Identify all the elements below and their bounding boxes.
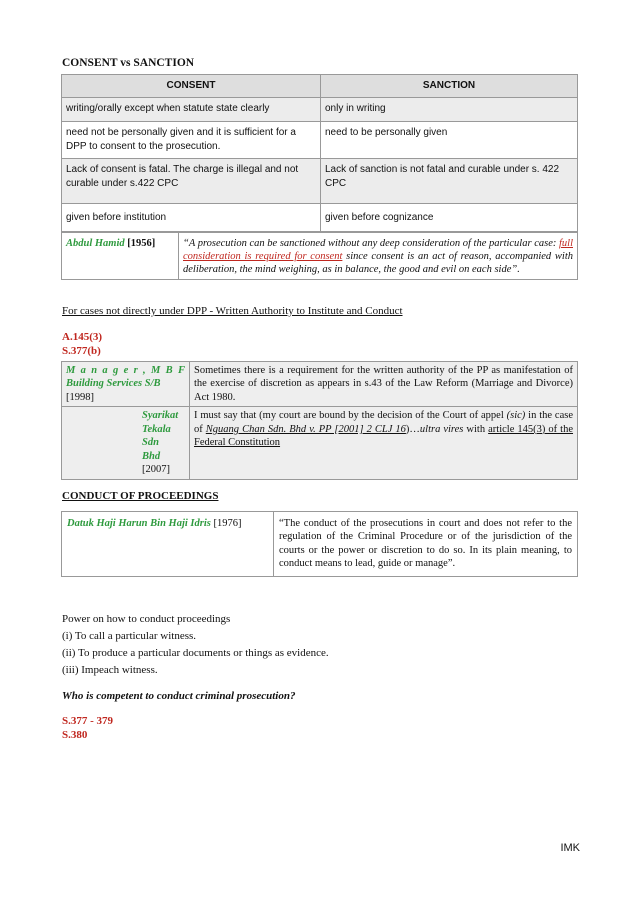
- text-run: in the case of: [194, 410, 574, 435]
- table-cell: writing/orally except when statute state clearly: [62, 98, 321, 122]
- case-year: [2007]: [142, 464, 170, 476]
- reference-s377-379: S.377 - 379: [62, 715, 114, 727]
- written-authority-table: [61, 361, 578, 480]
- table-cell: given before cognizance: [321, 204, 578, 233]
- reference-s380: S.380: [62, 729, 88, 741]
- case-year: [1976]: [213, 518, 242, 529]
- text-run: with: [463, 423, 489, 435]
- quote-text: since consent is an act of reason, accompanied with deliberation, the mind weighing, as in balance, the good and evil on each side”.: [183, 251, 573, 276]
- case-name: Tekala: [142, 423, 171, 435]
- case-name: Datuk Haji Harun Bin Haji Idris: [67, 518, 211, 529]
- case-citation: [62, 362, 190, 407]
- page-footer: IMK: [560, 842, 580, 854]
- case-name: Sdn: [142, 437, 159, 449]
- quote-text: “A prosecution can be sanctioned without any deep consideration of the particular case:: [183, 238, 559, 249]
- table-row: [62, 98, 578, 122]
- conduct-case-table: [61, 511, 578, 577]
- case-citation: [62, 232, 179, 280]
- section-heading: For cases not directly under DPP - Written Authority to Institute and Conduct: [62, 305, 403, 317]
- table-row: [62, 122, 578, 159]
- case-citation: [62, 512, 274, 577]
- case-year: [1998]: [66, 391, 94, 403]
- list-item: (i) To call a particular witness.: [62, 630, 197, 642]
- table-row: [62, 407, 578, 479]
- case-name: Abdul Hamid: [66, 238, 125, 249]
- table-cell: need to be personally given: [321, 122, 578, 159]
- question-heading: Who is competent to conduct criminal prosecution?: [62, 690, 296, 702]
- case-text: [190, 407, 578, 479]
- table-cell: Lack of consent is fatal. The charge is illegal and not curable under s.422 CPC: [62, 159, 321, 204]
- reference-a145: A.145(3): [62, 331, 103, 343]
- text-run: (sic): [506, 410, 526, 422]
- case-name: Syarikat: [142, 410, 179, 422]
- table-row: [62, 232, 578, 280]
- reference-s377b: S.377(b): [62, 345, 101, 357]
- case-abdul-hamid-table: [61, 231, 578, 280]
- table-row: [62, 362, 578, 407]
- case-name: Bhd: [142, 450, 161, 462]
- case-text: “The conduct of the prosecutions in court and does not refer to the regulation of the Criminal Procedure or of the jurisdiction of the courts or the power or discretion to do so. In its plain meaning, to conduct means to lead, guide or manage”.: [274, 512, 578, 577]
- quote-highlight-link[interactable]: full consideration is required for consent: [183, 238, 573, 263]
- table-cell: need not be personally given and it is sufficient for a DPP to consent to the prosecution.: [62, 122, 321, 159]
- table-row: [62, 204, 578, 233]
- list-item: (ii) To produce a particular documents or things as evidence.: [62, 647, 329, 659]
- consent-sanction-table: [61, 74, 578, 233]
- text-run: ultra vires: [419, 423, 464, 435]
- column-header: SANCTION: [321, 75, 578, 98]
- case-citation: [62, 407, 190, 479]
- table-cell: given before institution: [62, 204, 321, 233]
- case-citation-link[interactable]: Nguang Chan Sdn. Bhd v. PP [2001] 2 CLJ 16: [205, 423, 406, 435]
- text-run: )…: [405, 423, 420, 435]
- table-cell: Lack of sanction is not fatal and curable under s. 422 CPC: [321, 159, 578, 204]
- case-year: [1956]: [127, 238, 156, 249]
- list-item: (iii) Impeach witness.: [62, 664, 158, 676]
- table-row: [62, 512, 578, 577]
- text-run: I must say that (my court are bound by the decision of the Court of appel: [194, 410, 507, 422]
- article-link[interactable]: article 145(3) of the Federal Constitution: [194, 423, 574, 449]
- case-quote: [179, 232, 578, 280]
- conduct-heading: CONDUCT OF PROCEEDINGS: [62, 490, 219, 502]
- power-intro: Power on how to conduct proceedings: [62, 613, 231, 625]
- page-title: CONSENT vs SANCTION: [62, 57, 195, 69]
- case-text: Sometimes there is a requirement for the written authority of the PP as manifestation of the exercise of discretion as appears in s.43 of the Law Reform (Marriage and Divorce) Act 1980.: [190, 362, 578, 407]
- table-header-row: [62, 75, 578, 98]
- column-header: CONSENT: [62, 75, 321, 98]
- case-name: M a n a g e r , M B F Building Services S/B: [66, 365, 185, 390]
- table-cell: only in writing: [321, 98, 578, 122]
- table-row: [62, 159, 578, 204]
